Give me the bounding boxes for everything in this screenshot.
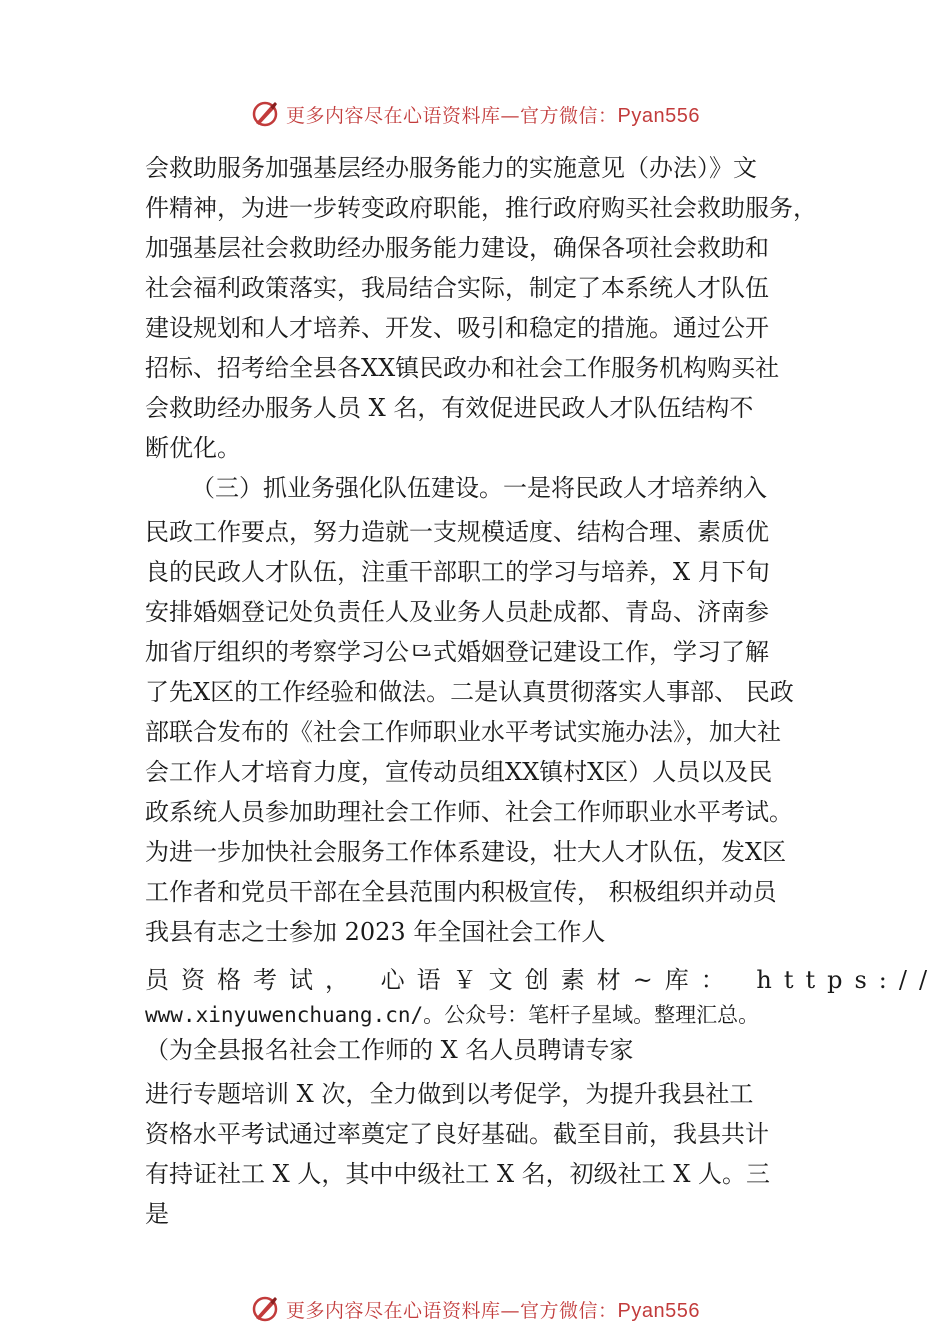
body-line: 建设规划和人才培养、开发、吸引和稳定的措施。通过公开	[145, 314, 769, 342]
body-line: 部联合发布的《社会工作师职业水平考试实施办法》，加大社	[145, 718, 781, 746]
body-line: 政系统人员参加助理社会工作师、社会工作师职业水平考试。	[145, 798, 793, 826]
body-line: 工作者和党员干部在全县范围内积极宣传， 积极组织并动员	[145, 878, 777, 906]
body-line: 是	[145, 1200, 169, 1228]
body-line: 加强基层社会救助经办服务能力建设，确保各项社会救助和	[145, 234, 769, 262]
header-watermark	[0, 94, 950, 134]
body-line: 会救助服务加强基层经办服务能力的实施意见（办法）》文	[145, 154, 757, 182]
body-line: 会工作人才培育力度，宣传动员组XX镇村X区）人员以及民	[145, 758, 773, 786]
brush-logo-icon	[250, 1294, 280, 1324]
body-line: 断优化。	[145, 434, 241, 462]
footer-watermark	[0, 1289, 950, 1329]
body-line: 了先X区的工作经验和做法。二是认真贯彻落实人事部、 民政	[145, 678, 794, 706]
body-line: 为进一步加快社会服务工作体系建设，壮大人才队伍，发X区	[145, 838, 787, 866]
body-line: 社会福利政策落实，我局结合实际，制定了本系统人才队伍	[145, 274, 769, 302]
body-line: 资格水平考试通过率奠定了良好基础。截至目前，我县共计	[145, 1120, 769, 1148]
body-line: （为全县报名社会工作师的 X 名人员聘请专家	[145, 1036, 634, 1064]
body-line: 进行专题培训 X 次，全力做到以考促学，为提升我县社工	[145, 1080, 754, 1108]
header-watermark-text: 更多内容尽在心语资料库—官方微信：Pyan556	[286, 104, 700, 127]
body-line: 安排婚姻登记处负责任人及业务人员赴成都、青岛、济南参	[145, 598, 769, 626]
body-line: 民政工作要点，努力造就一支规模适度、结构合理、素质优	[145, 518, 769, 546]
body-line: 会救助经办服务人员 X 名，有效促进民政人才队伍结构不	[145, 394, 754, 422]
body-line: 加省厅组织的考察学习公⺋式婚姻登记建设工作，学习了解	[145, 638, 769, 666]
body-line: 我县有志之士参加 2023 年全国社会工作人	[145, 918, 606, 946]
section-heading-line: （三）抓业务强化队伍建设。一是将民政人才培养纳入	[191, 474, 767, 502]
body-line: 件精神，为进一步转变政府职能，推行政府购买社会救助服务，	[145, 194, 817, 222]
document-body	[145, 148, 940, 1234]
footer-watermark-id: Pyan556	[617, 1299, 700, 1322]
footer-watermark-text: 更多内容尽在心语资料库—官方微信：Pyan556	[286, 1299, 700, 1322]
body-line-spaced: 员资格考试， 心语￥文创素材~库： https://	[145, 966, 940, 994]
brush-logo-icon	[250, 99, 280, 129]
body-line: 招标、招考给全县各XX镇民政办和社会工作服务机构购买社	[145, 354, 780, 382]
body-line: 有持证社工 X 人，其中中级社工 X 名，初级社工 X 人。三	[145, 1160, 771, 1188]
header-watermark-id: Pyan556	[617, 104, 700, 127]
body-line: 良的民政人才队伍，注重干部职工的学习与培养，X 月下旬	[145, 558, 770, 586]
url-line: www.xinyuwenchuang.cn/。公众号：笔杆子星域。整理汇总。	[145, 1003, 760, 1027]
